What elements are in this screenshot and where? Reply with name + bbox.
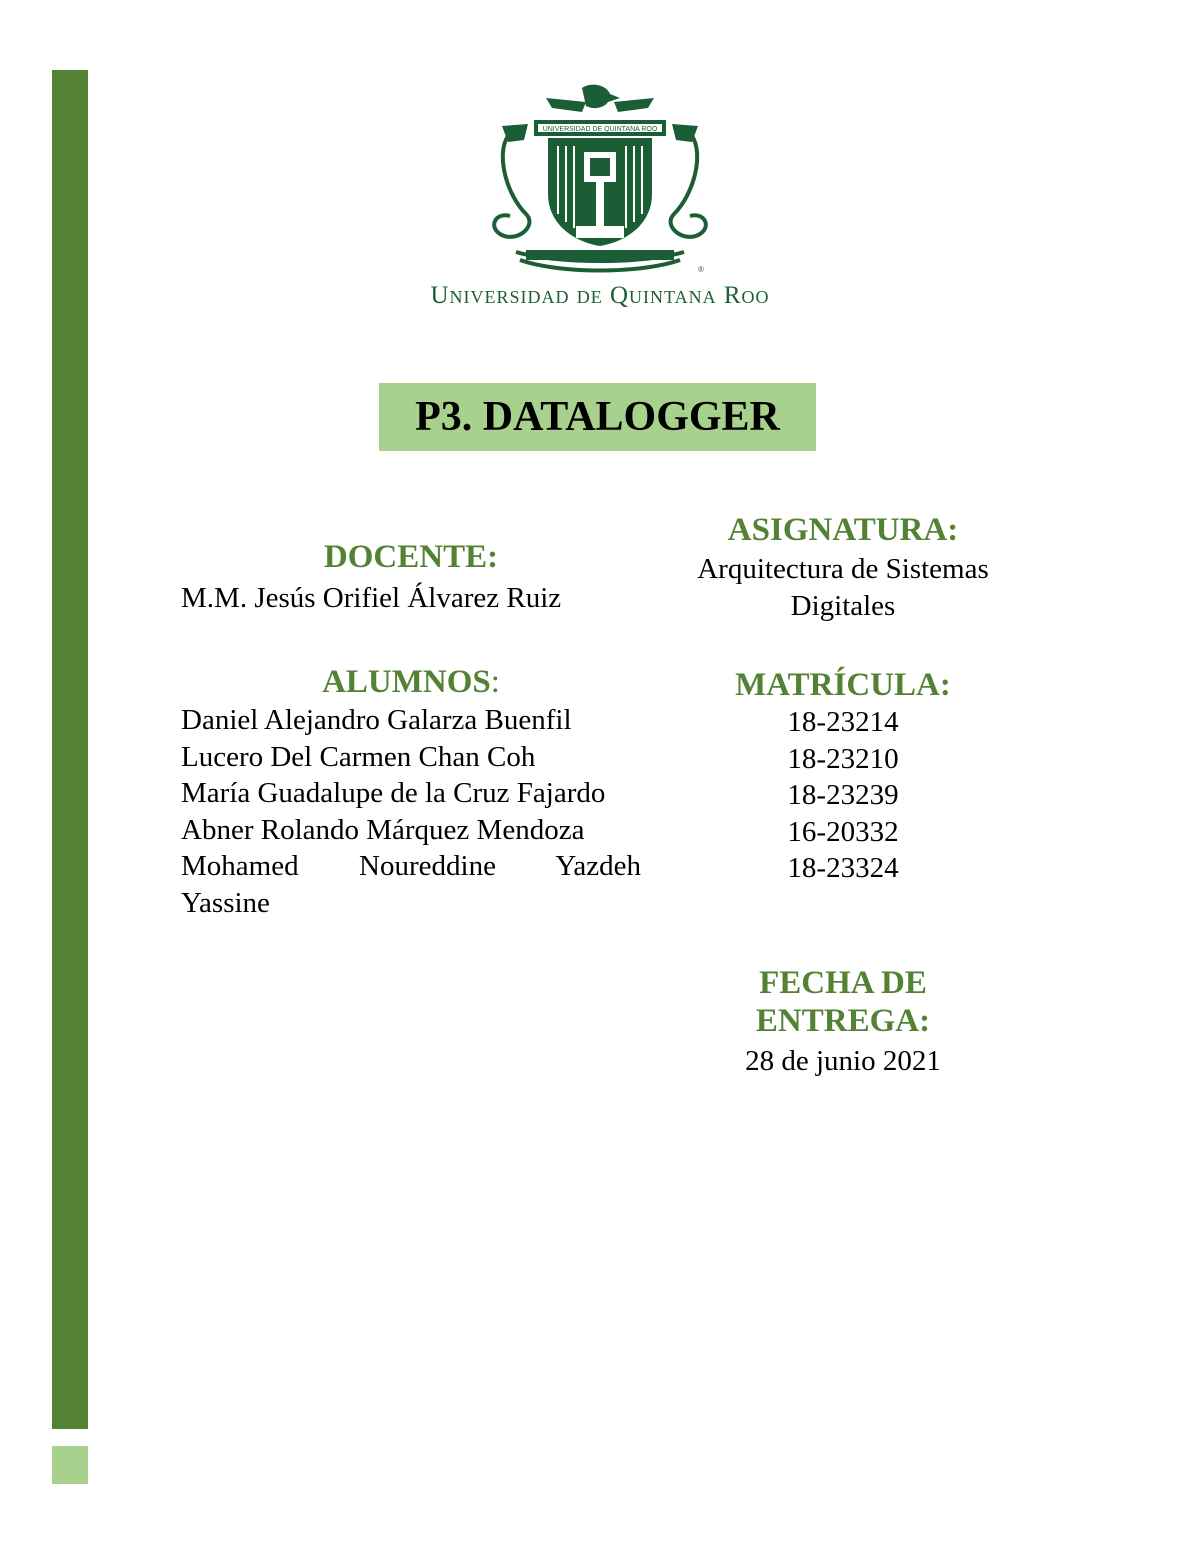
list-item: Abner Rolando Márquez Mendoza	[181, 813, 585, 846]
matricula-list	[683, 704, 1003, 887]
university-name: Universidad de Quintana Roo	[430, 282, 770, 309]
decorative-side-square	[52, 1446, 88, 1484]
list-item: Mohamed Noureddine Yazdeh	[181, 850, 641, 882]
alumnos-heading	[181, 663, 641, 701]
list-item: Lucero Del Carmen Chan Coh	[181, 740, 536, 773]
logo-banner-text: UNIVERSIDAD DE QUINTANA ROO	[542, 126, 658, 133]
list-item: 18-23210	[787, 742, 899, 775]
fecha-heading-line: ENTREGA:	[755, 1003, 931, 1039]
fecha-value: 28 de junio 2021	[745, 1045, 941, 1077]
list-item: Daniel Alejandro Galarza Buenfil	[181, 704, 572, 736]
asignatura-line: Digitales	[790, 589, 896, 622]
docente-name: M.M. Jesús Orifiel Álvarez Ruiz	[181, 582, 562, 614]
university-logo	[486, 84, 714, 280]
fecha-heading	[683, 964, 1003, 1040]
asignatura-heading: ASIGNATURA:	[727, 512, 959, 548]
asignatura-value	[683, 551, 1003, 624]
alumnos-colon: :	[490, 664, 500, 700]
svg-text:®: ®	[698, 265, 704, 274]
alumnos-list	[181, 702, 641, 921]
asignatura-line: Arquitectura de Sistemas	[697, 553, 989, 585]
list-item: 18-23239	[787, 779, 899, 811]
decorative-side-bar	[52, 70, 88, 1429]
list-item: 16-20332	[787, 815, 899, 848]
list-item: Yassine	[181, 886, 270, 919]
list-item: María Guadalupe de la Cruz Fajardo	[181, 777, 606, 809]
fecha-heading-line: FECHA DE	[759, 965, 927, 1001]
matricula-heading: MATRÍCULA:	[735, 667, 951, 703]
alumnos-label: ALUMNOS	[322, 664, 491, 700]
document-title: P3. DATALOGGER	[415, 394, 780, 440]
list-item: 18-23324	[787, 852, 899, 884]
docente-heading: DOCENTE:	[323, 539, 499, 575]
title-box	[379, 383, 816, 451]
list-item: 18-23214	[787, 706, 899, 738]
